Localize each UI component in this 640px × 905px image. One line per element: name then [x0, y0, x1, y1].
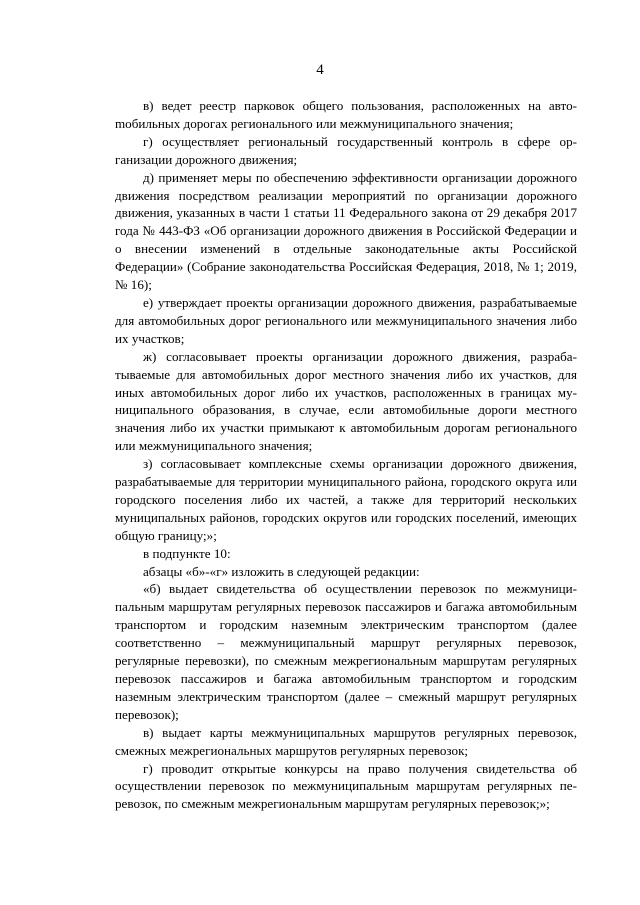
paragraph-b-issue-certificates: «б) выдает свидетельства об осуществлении перевозок по межмуниципальным маршрутам регулярных перевозок пассажиров и багажа автомобильным транспортом и городским наземным электрическим транспортом (далее соответственно – межмуниципальный маршрут регулярных перевозок, регулярные перевозки), по смежным межрегиональным маршрутам регулярных перевозок пассажиров и багажа автомобильным транспортом и городским наземным электрическим транспортом (далее – смежный маршрут регулярных перевозок);: [115, 581, 577, 722]
paragraph-amendment-intro: абзацы «б»-«г» изложить в следующей редакции:: [143, 563, 420, 579]
paragraph-subitem-10: в подпункте 10:: [143, 545, 231, 561]
paragraph-g-regional-control: г) осуществляет региональный государственный контроль в сфере организации дорожного движения;: [115, 133, 577, 167]
paragraph-e-approve-projects: е) утверждает проекты организации дорожного движения, разрабатываемые для автомобильных дорог регионального или межмуниципального значения либо их участков;: [115, 294, 577, 346]
paragraph-zh-coordinate-projects: ж) согласовывает проекты организации дорожного движения, разрабатываемые для автомобильных дорог местного значения либо их участков, для иных автомобильных дорог либо их участков, расположенных в границах муниципального образования, в случае, если автомобильные дороги местного значения либо их участки примыкают к автомобильным дорогам регионального или межмуниципального значения;: [115, 348, 577, 454]
paragraph-v-issue-route-cards: в) выдает карты межмуниципальных маршрутов регулярных перевозок, смежных межрегиональных маршрутов регулярных перевозок;: [115, 724, 577, 758]
paragraph-g-open-tenders: г) проводит открытые конкурсы на право получения свидетельства об осуществлении перевозок по межмуниципальным маршрутам регулярных перевозок, по смежным межрегиональным маршрутам регулярных перевозок;»;: [115, 760, 577, 812]
paragraph-d-efficiency-measures: д) применяет меры по обеспечению эффективности организации дорожного движения посредством реализации мероприятий по организации дорожного движения, указанных в части 1 статьи 11 Федерального закона от 29 декабря 2017 года № 443-ФЗ «Об организации дорожного движения в Российской Федерации и о внесении изменений в отдельные законодательные акты Российской Федерации» (Собрание законодательства Российская Федерация, 2018, № 1; 2019, № 16);: [115, 169, 577, 293]
page-number: 4: [316, 62, 324, 78]
paragraph-v-parking-registry: в) ведет реестр парковок общего пользования, расположенных на автоmобильных дорогах регионального или межмуниципального значения;: [115, 98, 577, 131]
paragraph-z-coordinate-schemes: з) согласовывает комплексные схемы организации дорожного движения, разрабатываемые для территории муниципального района, городского округа или городского поселения либо их частей, а также для территорий нескольких муниципальных районов, городских округов или городских поселений, имеющих общую границу;»;: [115, 456, 577, 543]
document-body: [115, 97, 577, 813]
